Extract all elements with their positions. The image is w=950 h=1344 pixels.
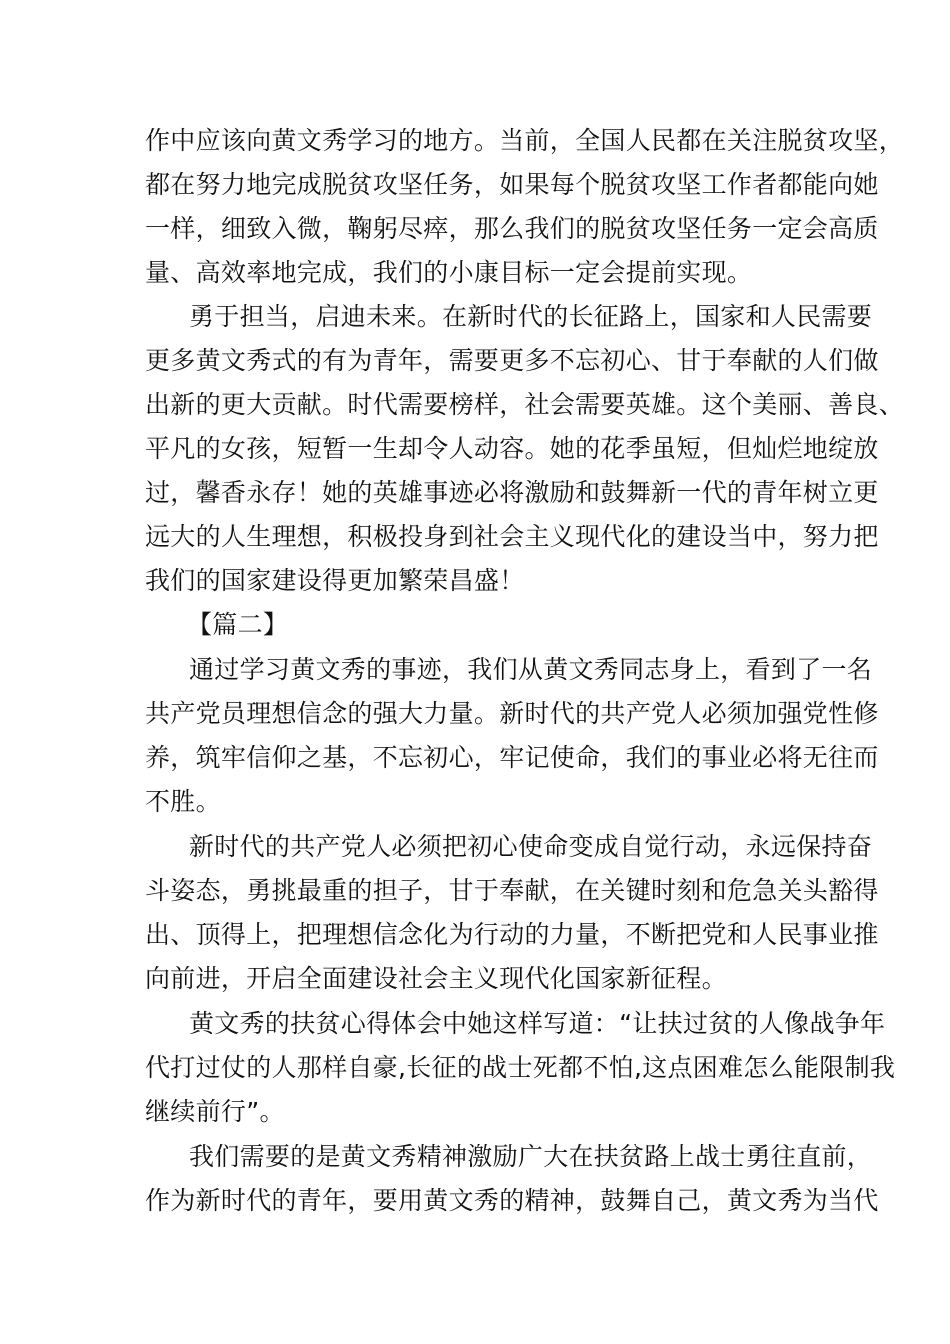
text-line: 不胜。	[145, 787, 221, 816]
text-line: 黄文秀的扶贫心得体会中她这样写道：“让扶过贫的人像战争年	[189, 1009, 886, 1038]
text-line: 勇于担当，启迪未来。在新时代的长征路上，国家和人民需要	[189, 302, 873, 331]
text-line: 斗姿态，勇挑最重的担子，甘于奉献，在关键时刻和危急关头豁得	[145, 876, 879, 905]
section-heading: 【篇二】	[187, 610, 289, 639]
text-line: 向前进，开启全面建设社会主义现代化国家新征程。	[145, 964, 727, 993]
text-line: 过，馨香永存！她的英雄事迹必将激励和鼓舞新一代的青年树立更	[145, 478, 879, 507]
text-line: 通过学习黄文秀的事迹，我们从黄文秀同志身上，看到了一名	[189, 655, 873, 684]
text-line: 出、顶得上，把理想信念化为行动的力量，不断把党和人民事业推	[145, 920, 879, 949]
text-line: 一样，细致入微，鞠躬尽瘁，那么我们的脱贫攻坚任务一定会高质	[145, 214, 879, 243]
text-line: 我们的国家建设得更加繁荣昌盛！	[145, 566, 525, 595]
text-line: 量、高效率地完成，我们的小康目标一定会提前实现。	[145, 258, 753, 287]
text-line: 远大的人生理想，积极投身到社会主义现代化的建设当中，努力把	[145, 522, 879, 551]
text-line: 作中应该向黄文秀学习的地方。当前，全国人民都在关注脱贫攻坚，	[145, 126, 905, 155]
text-line: 都在努力地完成脱贫攻坚任务，如果每个脱贫攻坚工作者都能向她	[145, 170, 879, 199]
text-line: 共产党员理想信念的强大力量。新时代的共产党人必须加强党性修	[145, 699, 879, 728]
text-line: 继续前行”。	[145, 1097, 285, 1126]
text-line: 我们需要的是黄文秀精神激励广大在扶贫路上战士勇往直前，	[189, 1142, 873, 1171]
text-line: 新时代的共产党人必须把初心使命变成自觉行动，永远保持奋	[189, 832, 873, 861]
text-line: 作为新时代的青年，要用黄文秀的精神，鼓舞自己，黄文秀为当代	[145, 1186, 879, 1215]
text-line: 平凡的女孩，短暂一生却令人动容。她的花季虽短，但灿烂地绽放	[145, 434, 879, 463]
text-line: 出新的更大贡献。时代需要榜样，社会需要英雄。这个美丽、善良、	[145, 390, 905, 419]
text-line: 代打过仗的人那样自豪,长征的战士死都不怕,这点困难怎么能限制我	[145, 1053, 896, 1082]
text-line: 养，筑牢信仰之基，不忘初心，牢记使命，我们的事业必将无往而	[145, 743, 879, 772]
text-line: 更多黄文秀式的有为青年，需要更多不忘初心、甘于奉献的人们做	[145, 346, 879, 375]
